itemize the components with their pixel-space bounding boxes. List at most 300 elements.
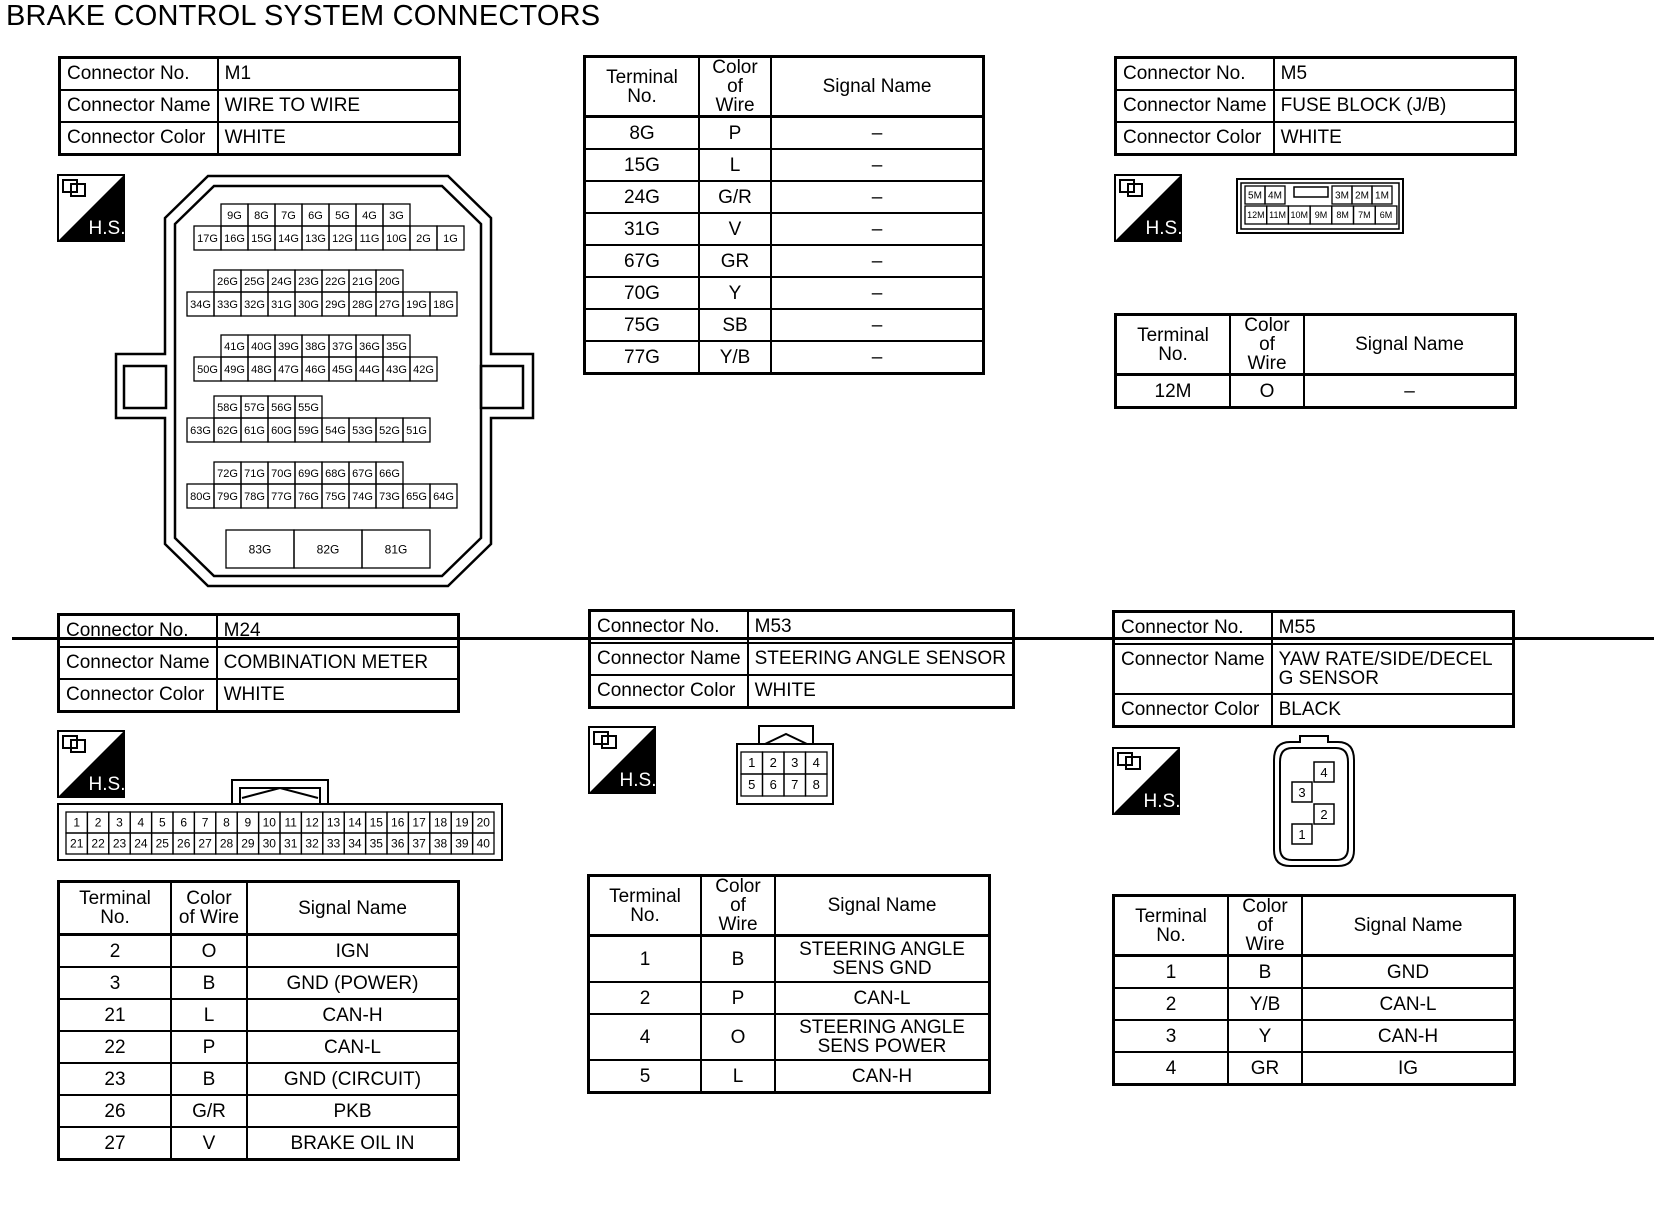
wire-color-cell: G/R bbox=[699, 181, 771, 213]
terminal-cell: 2 bbox=[589, 982, 702, 1014]
connector-color-label: Connector Color bbox=[60, 122, 218, 155]
pin-label: 49G bbox=[224, 363, 245, 376]
pin-label: 40G bbox=[251, 340, 272, 353]
pin-label: 65G bbox=[406, 490, 427, 503]
signal-cell bbox=[775, 936, 990, 983]
pin-label: 18G bbox=[433, 298, 454, 311]
pin-label: 5M bbox=[1248, 190, 1262, 202]
pin-label: 2 bbox=[769, 754, 777, 770]
signal-cell: IG bbox=[1302, 1052, 1515, 1085]
pin-label: 33 bbox=[326, 836, 341, 851]
pin-label: 28 bbox=[219, 836, 234, 851]
signal-line: SENS POWER bbox=[817, 1036, 947, 1057]
pin-label: 20G bbox=[379, 275, 400, 288]
connector-name-label: Connector Name bbox=[1116, 90, 1274, 122]
connector-name-label: Connector Name bbox=[1114, 644, 1272, 694]
connector-no-value: M53 bbox=[748, 611, 1014, 644]
pin-label: 6 bbox=[769, 776, 777, 792]
pin-label: 4 bbox=[1320, 765, 1328, 780]
signal-cell: GND (POWER) bbox=[247, 967, 459, 999]
pin-label: 1 bbox=[73, 815, 81, 830]
wire-color-cell: B bbox=[171, 967, 247, 999]
terminal-cell: 1 bbox=[1114, 956, 1229, 989]
table-row bbox=[1114, 1052, 1515, 1085]
connector-no-label: Connector No. bbox=[59, 615, 217, 648]
pin-label: 39 bbox=[455, 836, 469, 851]
table-row bbox=[589, 1060, 990, 1093]
pin-label: 26G bbox=[217, 275, 238, 288]
table-row bbox=[59, 999, 459, 1031]
table-row bbox=[1114, 956, 1515, 989]
connector-name-line: G SENSOR bbox=[1278, 668, 1379, 689]
pin-label: 6 bbox=[180, 815, 188, 830]
color-of-wire-header: Color of Wire bbox=[1230, 315, 1304, 375]
signal-cell: GND bbox=[1302, 956, 1515, 989]
connector-name-line: YAW RATE/SIDE/DECEL bbox=[1278, 649, 1493, 670]
wire-color-cell: Y bbox=[699, 277, 771, 309]
pin-label: 7G bbox=[281, 209, 296, 222]
pin-label: 42G bbox=[413, 363, 434, 376]
pin-label: 55G bbox=[298, 401, 319, 414]
wire-color-cell: O bbox=[701, 1014, 775, 1060]
page-title: BRAKE CONTROL SYSTEM CONNECTORS bbox=[6, 0, 601, 32]
terminal-cell: 1 bbox=[589, 936, 702, 983]
pin-label: 62G bbox=[217, 424, 238, 437]
pin-label: 3 bbox=[116, 815, 123, 830]
pin-label: 38G bbox=[305, 340, 326, 353]
pin-label: 2M bbox=[1355, 190, 1369, 202]
hs-label: H.S. bbox=[1145, 218, 1182, 239]
pin-label: 32G bbox=[244, 298, 265, 311]
pin-label: 70G bbox=[271, 467, 292, 480]
connector-name-value: STEERING ANGLE SENSOR bbox=[748, 643, 1014, 675]
pin-label: 39G bbox=[278, 340, 299, 353]
terminal-no-header: Terminal No. bbox=[59, 882, 172, 935]
pin-label: 75G bbox=[325, 490, 346, 503]
terminal-cell: 8G bbox=[585, 117, 700, 150]
pin-label: 50G bbox=[197, 363, 218, 376]
pin-label: 19 bbox=[455, 815, 469, 830]
pin-label: 22 bbox=[91, 836, 105, 851]
connector-no-label: Connector No. bbox=[1114, 612, 1272, 645]
connector-color-label: Connector Color bbox=[1114, 694, 1272, 727]
pin-label: 19G bbox=[406, 298, 427, 311]
m24-terminal-table bbox=[57, 880, 460, 1161]
pin-label: 35G bbox=[386, 340, 407, 353]
pin-label: 5 bbox=[748, 776, 756, 792]
signal-cell: BRAKE OIL IN bbox=[247, 1127, 459, 1160]
pin-label: 81G bbox=[384, 542, 408, 557]
pin-label: 3 bbox=[791, 754, 799, 770]
pin-label: 71G bbox=[244, 467, 265, 480]
pin-label: 5G bbox=[335, 209, 350, 222]
wire-color-cell: SB bbox=[699, 309, 771, 341]
pin-label: 30 bbox=[262, 836, 276, 851]
signal-cell: – bbox=[771, 277, 984, 309]
terminal-cell: 2 bbox=[1114, 988, 1229, 1020]
pin-label: 74G bbox=[352, 490, 373, 503]
m5-terminal-table bbox=[1114, 313, 1517, 409]
pin-label: 10 bbox=[262, 815, 276, 830]
m53-terminal-table bbox=[587, 874, 991, 1094]
pin-label: 69G bbox=[298, 467, 319, 480]
table-row bbox=[585, 181, 984, 213]
connector-color-value: WHITE bbox=[217, 679, 459, 712]
connector-name-label: Connector Name bbox=[59, 647, 217, 679]
signal-cell: CAN-H bbox=[247, 999, 459, 1031]
pin-label: 46G bbox=[305, 363, 326, 376]
pin-label: 61G bbox=[244, 424, 265, 437]
m55-info-table bbox=[1112, 610, 1515, 728]
table-row bbox=[59, 935, 459, 968]
pin-label: 10G bbox=[386, 232, 407, 245]
pin-label: 78G bbox=[244, 490, 265, 503]
table-row bbox=[585, 117, 984, 150]
pin-label: 31 bbox=[284, 836, 298, 851]
pin-label: 67G bbox=[352, 467, 373, 480]
m5-connector-diagram bbox=[1236, 178, 1406, 236]
wire-color-cell: O bbox=[171, 935, 247, 968]
pin-label: 4G bbox=[362, 209, 377, 222]
wire-color-cell: P bbox=[171, 1031, 247, 1063]
connector-color-value: WHITE bbox=[1274, 122, 1516, 155]
terminal-cell: 70G bbox=[585, 277, 700, 309]
pin-label: 47G bbox=[278, 363, 299, 376]
signal-cell bbox=[775, 1014, 990, 1060]
m55-terminal-table bbox=[1112, 894, 1516, 1086]
signal-cell: – bbox=[771, 213, 984, 245]
table-row bbox=[585, 277, 984, 309]
pin-label: 13 bbox=[326, 815, 341, 830]
pin-label: 53G bbox=[352, 424, 373, 437]
connector-no-label: Connector No. bbox=[1116, 58, 1274, 91]
pin-label: 48G bbox=[251, 363, 272, 376]
pin-label: 12M bbox=[1247, 210, 1265, 221]
pin-label: 83G bbox=[248, 542, 272, 557]
pin-label: 51G bbox=[406, 424, 427, 437]
signal-cell: – bbox=[1304, 375, 1516, 408]
signal-cell: PKB bbox=[247, 1095, 459, 1127]
terminal-no-header: Terminal No. bbox=[589, 876, 702, 936]
pin-label: 25G bbox=[244, 275, 265, 288]
table-row bbox=[589, 936, 990, 983]
pin-label: 77G bbox=[271, 490, 292, 503]
wire-color-cell: B bbox=[1228, 956, 1302, 989]
connector-no-label: Connector No. bbox=[60, 58, 218, 91]
m53-connector-diagram bbox=[735, 722, 837, 806]
pin-label: 27G bbox=[379, 298, 400, 311]
table-row bbox=[59, 967, 459, 999]
signal-cell: – bbox=[771, 341, 984, 374]
terminal-cell: 15G bbox=[585, 149, 700, 181]
connector-color-value: BLACK bbox=[1272, 694, 1514, 727]
pin-label: 4 bbox=[137, 815, 145, 830]
terminal-cell: 26 bbox=[59, 1095, 172, 1127]
signal-cell: – bbox=[771, 117, 984, 150]
pin-label: 24G bbox=[271, 275, 292, 288]
hs-icon bbox=[1114, 174, 1182, 242]
pin-label: 1G bbox=[443, 232, 458, 245]
table-row bbox=[585, 245, 984, 277]
signal-cell: IGN bbox=[247, 935, 459, 968]
pin-label: 54G bbox=[325, 424, 346, 437]
signal-name-header: Signal Name bbox=[771, 57, 984, 117]
pin-label: 8G bbox=[254, 209, 269, 222]
pin-label: 14G bbox=[278, 232, 299, 245]
pin-label: 44G bbox=[359, 363, 380, 376]
signal-cell: CAN-L bbox=[1302, 988, 1515, 1020]
pin-label: 6G bbox=[308, 209, 323, 222]
terminal-no-header: Terminal No. bbox=[1114, 896, 1229, 956]
wire-color-cell: P bbox=[699, 117, 771, 150]
pin-label: 17G bbox=[197, 232, 218, 245]
pin-label: 8 bbox=[812, 776, 820, 792]
signal-name-header: Signal Name bbox=[775, 876, 990, 936]
pin-label: 8M bbox=[1336, 210, 1349, 221]
table-row bbox=[59, 1095, 459, 1127]
wire-color-cell: B bbox=[701, 936, 775, 983]
pin-label: 3G bbox=[389, 209, 404, 222]
pin-label: 17 bbox=[412, 815, 426, 830]
wire-color-cell: GR bbox=[1228, 1052, 1302, 1085]
pin-label: 26 bbox=[177, 836, 191, 851]
wire-color-cell: GR bbox=[699, 245, 771, 277]
pin-label: 64G bbox=[433, 490, 454, 503]
pin-label: 9G bbox=[227, 209, 242, 222]
terminal-cell: 5 bbox=[589, 1060, 702, 1093]
signal-line: STEERING ANGLE bbox=[799, 1017, 965, 1038]
wire-color-cell: L bbox=[699, 149, 771, 181]
m55-connector-diagram bbox=[1270, 732, 1358, 870]
pin-label: 57G bbox=[244, 401, 265, 414]
connector-no-value: M55 bbox=[1272, 612, 1514, 645]
table-row bbox=[1114, 988, 1515, 1020]
signal-cell: CAN-L bbox=[775, 982, 990, 1014]
pin-label: 66G bbox=[379, 467, 400, 480]
signal-name-header: Signal Name bbox=[1304, 315, 1516, 375]
hs-label: H.S. bbox=[88, 218, 125, 239]
table-row bbox=[589, 982, 990, 1014]
hs-icon bbox=[588, 726, 656, 794]
connector-no-value: M24 bbox=[217, 615, 459, 648]
wire-color-cell: V bbox=[699, 213, 771, 245]
m1-info-table bbox=[58, 56, 461, 156]
terminal-cell: 27 bbox=[59, 1127, 172, 1160]
pin-label: 15 bbox=[369, 815, 383, 830]
pin-label: 22G bbox=[325, 275, 346, 288]
pin-label: 45G bbox=[332, 363, 353, 376]
pin-label: 1 bbox=[1298, 827, 1306, 842]
m5-info-table bbox=[1114, 56, 1517, 156]
pin-label: 32 bbox=[305, 836, 319, 851]
wire-color-cell: L bbox=[701, 1060, 775, 1093]
terminal-no-header: Terminal No. bbox=[585, 57, 700, 117]
wire-color-cell: L bbox=[171, 999, 247, 1031]
hs-label: H.S. bbox=[619, 770, 656, 791]
m1-connector-diagram bbox=[108, 168, 548, 608]
pin-label: 13G bbox=[305, 232, 326, 245]
pin-label: 11 bbox=[284, 815, 297, 830]
color-of-wire-header: Color of Wire bbox=[699, 57, 771, 117]
table-row bbox=[59, 1031, 459, 1063]
pin-label: 37G bbox=[332, 340, 353, 353]
pin-label: 10M bbox=[1290, 210, 1309, 221]
pin-label: 80G bbox=[190, 490, 211, 503]
connector-name-value: COMBINATION METER bbox=[217, 647, 459, 679]
pin-label: 8 bbox=[223, 815, 230, 830]
pin-label: 12G bbox=[332, 232, 353, 245]
pin-label: 37 bbox=[412, 836, 426, 851]
signal-name-header: Signal Name bbox=[247, 882, 459, 935]
terminal-cell: 22 bbox=[59, 1031, 172, 1063]
pin-label: 24 bbox=[134, 836, 148, 851]
pin-label: 29 bbox=[241, 836, 255, 851]
hs-label: H.S. bbox=[88, 774, 125, 795]
pin-label: 21G bbox=[352, 275, 373, 288]
pin-label: 6M bbox=[1379, 210, 1393, 221]
terminal-cell: 24G bbox=[585, 181, 700, 213]
terminal-cell: 4 bbox=[589, 1014, 702, 1060]
connector-color-label: Connector Color bbox=[590, 675, 748, 708]
terminal-cell: 3 bbox=[59, 967, 172, 999]
pin-label: 20 bbox=[476, 815, 490, 830]
signal-line: STEERING ANGLE bbox=[799, 939, 965, 960]
signal-name-header: Signal Name bbox=[1302, 896, 1515, 956]
table-row bbox=[59, 1127, 459, 1160]
pin-label: 12 bbox=[305, 815, 319, 830]
m24-info-table bbox=[57, 613, 460, 713]
hs-label: H.S. bbox=[1143, 791, 1180, 812]
pin-label: 63G bbox=[190, 424, 211, 437]
m53-info-table bbox=[588, 609, 1015, 709]
pin-label: 30G bbox=[298, 298, 319, 311]
pin-label: 27 bbox=[198, 836, 212, 851]
table-row bbox=[585, 341, 984, 374]
connector-name-value: FUSE BLOCK (J/B) bbox=[1274, 90, 1516, 122]
pin-label: 34 bbox=[348, 836, 362, 851]
pin-label: 7 bbox=[201, 815, 209, 830]
pin-label: 7 bbox=[791, 776, 799, 792]
connector-name-label: Connector Name bbox=[590, 643, 748, 675]
color-of-wire-header: Color of Wire bbox=[1228, 896, 1302, 956]
connector-name-value bbox=[1272, 644, 1514, 694]
color-of-wire-header: Color of Wire bbox=[701, 876, 775, 936]
connector-color-label: Connector Color bbox=[1116, 122, 1274, 155]
terminal-cell: 67G bbox=[585, 245, 700, 277]
pin-label: 9M bbox=[1314, 210, 1328, 221]
pin-label: 16 bbox=[391, 815, 405, 830]
pin-label: 16G bbox=[224, 232, 245, 245]
signal-line: SENS GND bbox=[832, 958, 932, 979]
terminal-cell: 3 bbox=[1114, 1020, 1229, 1052]
color-of-wire-header: Color of Wire bbox=[171, 882, 247, 935]
pin-label: 23 bbox=[112, 836, 127, 851]
signal-cell: CAN-H bbox=[1302, 1020, 1515, 1052]
pin-label: 56G bbox=[271, 401, 292, 414]
pin-label: 1M bbox=[1375, 190, 1389, 202]
terminal-cell: 23 bbox=[59, 1063, 172, 1095]
connector-color-label: Connector Color bbox=[59, 679, 217, 712]
pin-label: 73G bbox=[379, 490, 400, 503]
signal-cell: GND (CIRCUIT) bbox=[247, 1063, 459, 1095]
m1-terminal-table bbox=[583, 55, 985, 375]
terminal-cell: 31G bbox=[585, 213, 700, 245]
pin-label: 36 bbox=[391, 836, 405, 851]
wire-color-cell: Y bbox=[1228, 1020, 1302, 1052]
table-row bbox=[585, 213, 984, 245]
pin-label: 40 bbox=[476, 836, 490, 851]
pin-label: 2G bbox=[416, 232, 431, 245]
pin-label: 21 bbox=[70, 836, 84, 851]
pin-label: 14 bbox=[348, 815, 362, 830]
wire-color-cell: Y/B bbox=[699, 341, 771, 374]
pin-label: 35 bbox=[369, 836, 383, 851]
pin-label: 23G bbox=[298, 275, 319, 288]
pin-label: 82G bbox=[316, 542, 340, 557]
pin-label: 52G bbox=[379, 424, 400, 437]
wire-color-cell: G/R bbox=[171, 1095, 247, 1127]
pin-label: 41G bbox=[224, 340, 245, 353]
wire-color-cell: V bbox=[171, 1127, 247, 1160]
pin-label: 4 bbox=[812, 754, 820, 770]
terminal-cell: 75G bbox=[585, 309, 700, 341]
hs-icon bbox=[1112, 747, 1180, 815]
connector-no-value: M1 bbox=[218, 58, 460, 91]
pin-label: 11G bbox=[359, 232, 380, 245]
connector-no-label: Connector No. bbox=[590, 611, 748, 644]
table-row bbox=[1116, 375, 1516, 408]
pin-label: 58G bbox=[217, 401, 238, 414]
signal-cell: – bbox=[771, 245, 984, 277]
pin-label: 38 bbox=[433, 836, 448, 851]
pin-label: 1 bbox=[748, 754, 756, 770]
pin-label: 11M bbox=[1269, 210, 1286, 221]
signal-cell: CAN-H bbox=[775, 1060, 990, 1093]
pin-label: 2 bbox=[1320, 807, 1328, 822]
pin-label: 5 bbox=[158, 815, 166, 830]
connector-color-value: WHITE bbox=[218, 122, 460, 155]
pin-label: 68G bbox=[325, 467, 346, 480]
pin-label: 25 bbox=[155, 836, 169, 851]
terminal-cell: 12M bbox=[1116, 375, 1231, 408]
pin-label: 76G bbox=[298, 490, 319, 503]
m24-connector-diagram bbox=[56, 776, 506, 862]
pin-label: 28G bbox=[352, 298, 373, 311]
pin-label: 29G bbox=[325, 298, 346, 311]
wire-color-cell: Y/B bbox=[1228, 988, 1302, 1020]
wire-color-cell: B bbox=[171, 1063, 247, 1095]
pin-label: 31G bbox=[271, 298, 292, 311]
table-row bbox=[1114, 1020, 1515, 1052]
connector-no-value: M5 bbox=[1274, 58, 1516, 91]
table-row bbox=[59, 1063, 459, 1095]
pin-label: 9 bbox=[244, 815, 252, 830]
terminal-cell: 4 bbox=[1114, 1052, 1229, 1085]
pin-label: 2 bbox=[94, 815, 102, 830]
signal-cell: CAN-L bbox=[247, 1031, 459, 1063]
pin-label: 18 bbox=[433, 815, 448, 830]
pin-label: 15G bbox=[251, 232, 272, 245]
terminal-cell: 2 bbox=[59, 935, 172, 968]
pin-label: 72G bbox=[217, 467, 238, 480]
table-row bbox=[585, 309, 984, 341]
signal-cell: – bbox=[771, 309, 984, 341]
wire-color-cell: P bbox=[701, 982, 775, 1014]
pin-label: 3 bbox=[1298, 785, 1306, 800]
terminal-cell: 77G bbox=[585, 341, 700, 374]
signal-cell: – bbox=[771, 181, 984, 213]
pin-label: 33G bbox=[217, 298, 238, 311]
